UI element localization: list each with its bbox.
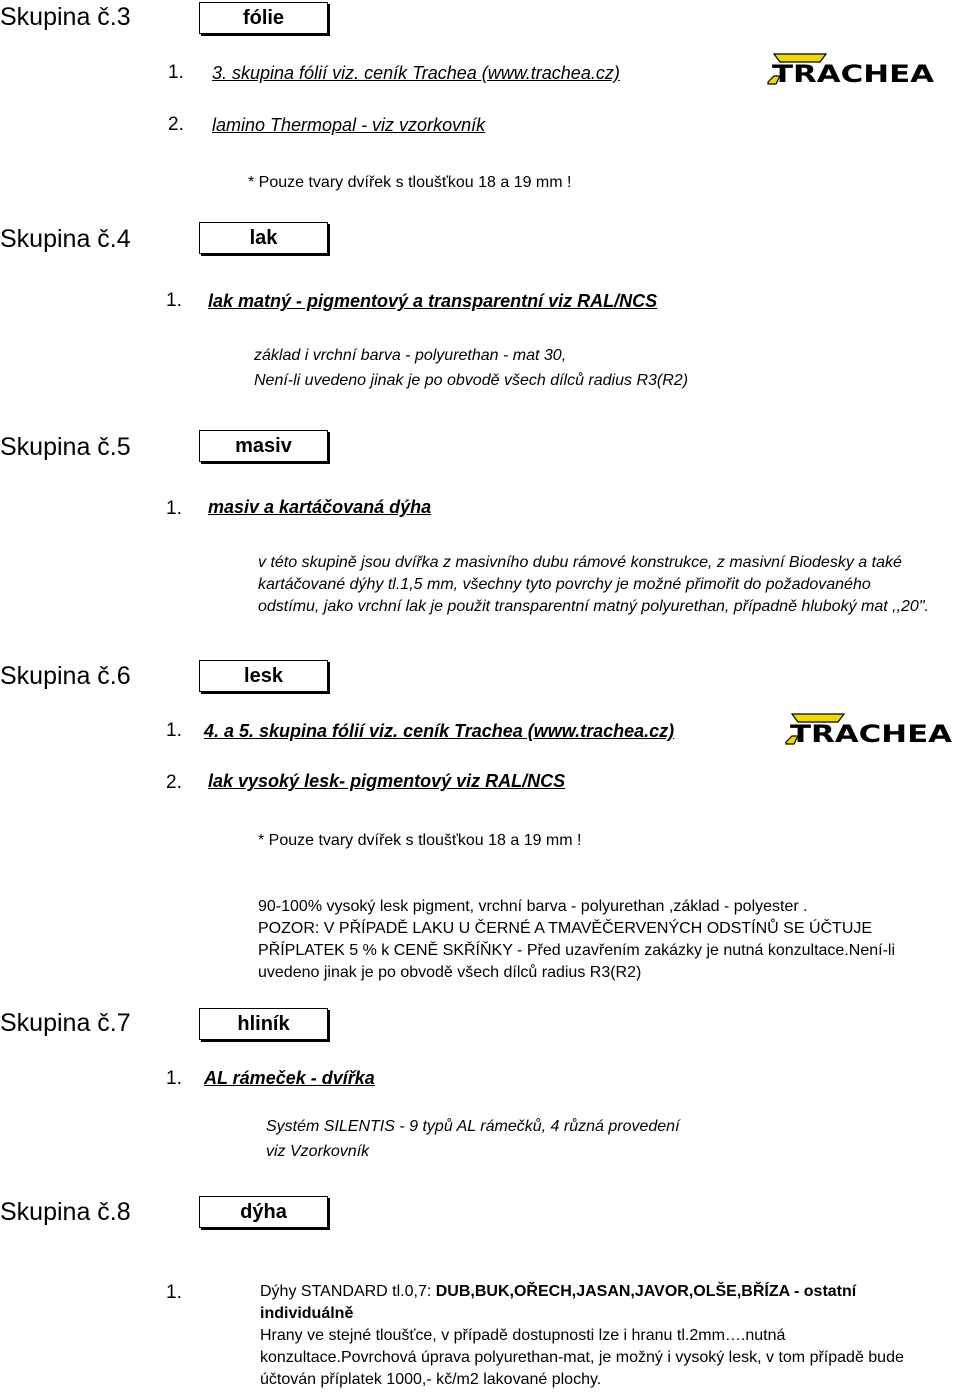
veneer-standard-label: Dýhy STANDARD tl.0,7:	[260, 1283, 436, 1300]
item-number: 1.	[166, 1068, 182, 1089]
group-6-item-2: lak vysoký lesk- pigmentový viz RAL/NCS	[208, 771, 566, 791]
item-number: 1.	[166, 1282, 182, 1303]
trachea-logo	[766, 52, 936, 88]
group-8-line-4: konzultace.Povrchová úprava polyurethan-mat, je možný i vysoký lesk, v tom případě bude	[260, 1349, 904, 1366]
group-6-box: lesk	[199, 660, 328, 692]
group-3-item-2: lamino Thermopal - viz vzorkovník	[212, 115, 486, 135]
item-number: 1.	[166, 720, 182, 741]
item-number: 1.	[168, 62, 184, 83]
group-7-line-2: viz Vzorkovník	[266, 1143, 370, 1160]
group-6-line-2: POZOR: V PŘÍPADĚ LAKU U ČERNÉ A TMAVĚČERVENÝCH ODSTÍNŮ SE ÚČTUJE	[258, 920, 873, 937]
group-5-line-3: odstímu, jako vrchní lak je použit transparentní matný polyurethan, případně hluboký mat ,,20".	[258, 598, 929, 615]
group-7-item-1: AL rámeček - dvířka	[204, 1068, 375, 1088]
group-7-box: hliník	[199, 1008, 328, 1040]
group-4-label: Skupina č.4	[0, 225, 131, 253]
group-8-line-2: individuálně	[260, 1305, 354, 1322]
svg-text:TRACHEA: TRACHEA	[790, 720, 953, 748]
group-6-item-1: 4. a 5. skupina fólií viz. ceník Trachea (www.trachea.cz)	[204, 721, 675, 741]
group-6-line-4: uvedeno jinak je po obvodě všech dílců radius R3(R2)	[258, 964, 642, 981]
item-number: 2.	[168, 114, 184, 135]
group-8-line-5: účtován příplatek 1000,- kč/m2 lakované plochy.	[260, 1371, 602, 1388]
group-5-box: masiv	[199, 430, 328, 462]
group-5-line-2: kartáčované dýhy tl.1,5 mm, všechny tyto povrchy je možné přimořit do požadovaného	[258, 576, 871, 593]
group-7-line-1: Systém SILENTIS - 9 typů AL rámečků, 4 různá provedení	[266, 1118, 680, 1135]
group-8-line-1	[260, 1281, 856, 1303]
svg-text:TRACHEA: TRACHEA	[772, 60, 935, 88]
group-3-label: Skupina č.3	[0, 3, 131, 31]
group-8-label: Skupina č.8	[0, 1198, 131, 1226]
group-5-line-1: v této skupině jsou dvířka z masivního dubu rámové konstrukce, z masivní Biodesky a také	[258, 554, 902, 571]
group-6-line-3: PŘÍPLATEK 5 % k CENĚ SKŘÍŇKY - Před uzavřením zakázky je nutná konzultace.Není-li	[258, 942, 895, 959]
group-5-item-1: masiv a kartáčovaná dýha	[208, 497, 432, 517]
group-4-item-1: lak matný - pigmentový a transparentní viz RAL/NCS	[208, 291, 658, 311]
wood-species-list: DUB,BUK,OŘECH,JASAN,JAVOR,OLŠE,BŘÍZA - ostatní	[435, 1283, 857, 1300]
group-5-label: Skupina č.5	[0, 433, 131, 461]
group-3-note: * Pouze tvary dvířek s tloušťkou 18 a 19 mm !	[248, 174, 572, 191]
item-number: 1.	[166, 290, 182, 311]
group-4-line-2: Není-li uvedeno jinak je po obvodě všech dílců radius R3(R2)	[254, 372, 689, 389]
item-number: 1.	[166, 498, 182, 519]
group-8-line-3: Hrany ve stejné tloušťce, v případě dostupnosti lze i hranu tl.2mm….nutná	[260, 1327, 786, 1344]
group-3-item-1: 3. skupina fólií viz. ceník Trachea (www.trachea.cz)	[212, 63, 620, 83]
group-7-label: Skupina č.7	[0, 1009, 131, 1037]
group-4-line-1: základ i vrchní barva - polyurethan - mat 30,	[254, 347, 567, 364]
group-3-box: fólie	[199, 2, 328, 34]
item-number: 2.	[166, 772, 182, 793]
group-6-label: Skupina č.6	[0, 662, 131, 690]
group-8-box: dýha	[199, 1196, 328, 1228]
group-6-note: * Pouze tvary dvířek s tloušťkou 18 a 19 mm !	[258, 832, 582, 849]
group-4-box: lak	[199, 222, 328, 254]
trachea-logo	[784, 712, 954, 748]
group-6-line-1: 90-100% vysoký lesk pigment, vrchní barva - polyurethan ,základ - polyester .	[258, 898, 808, 915]
